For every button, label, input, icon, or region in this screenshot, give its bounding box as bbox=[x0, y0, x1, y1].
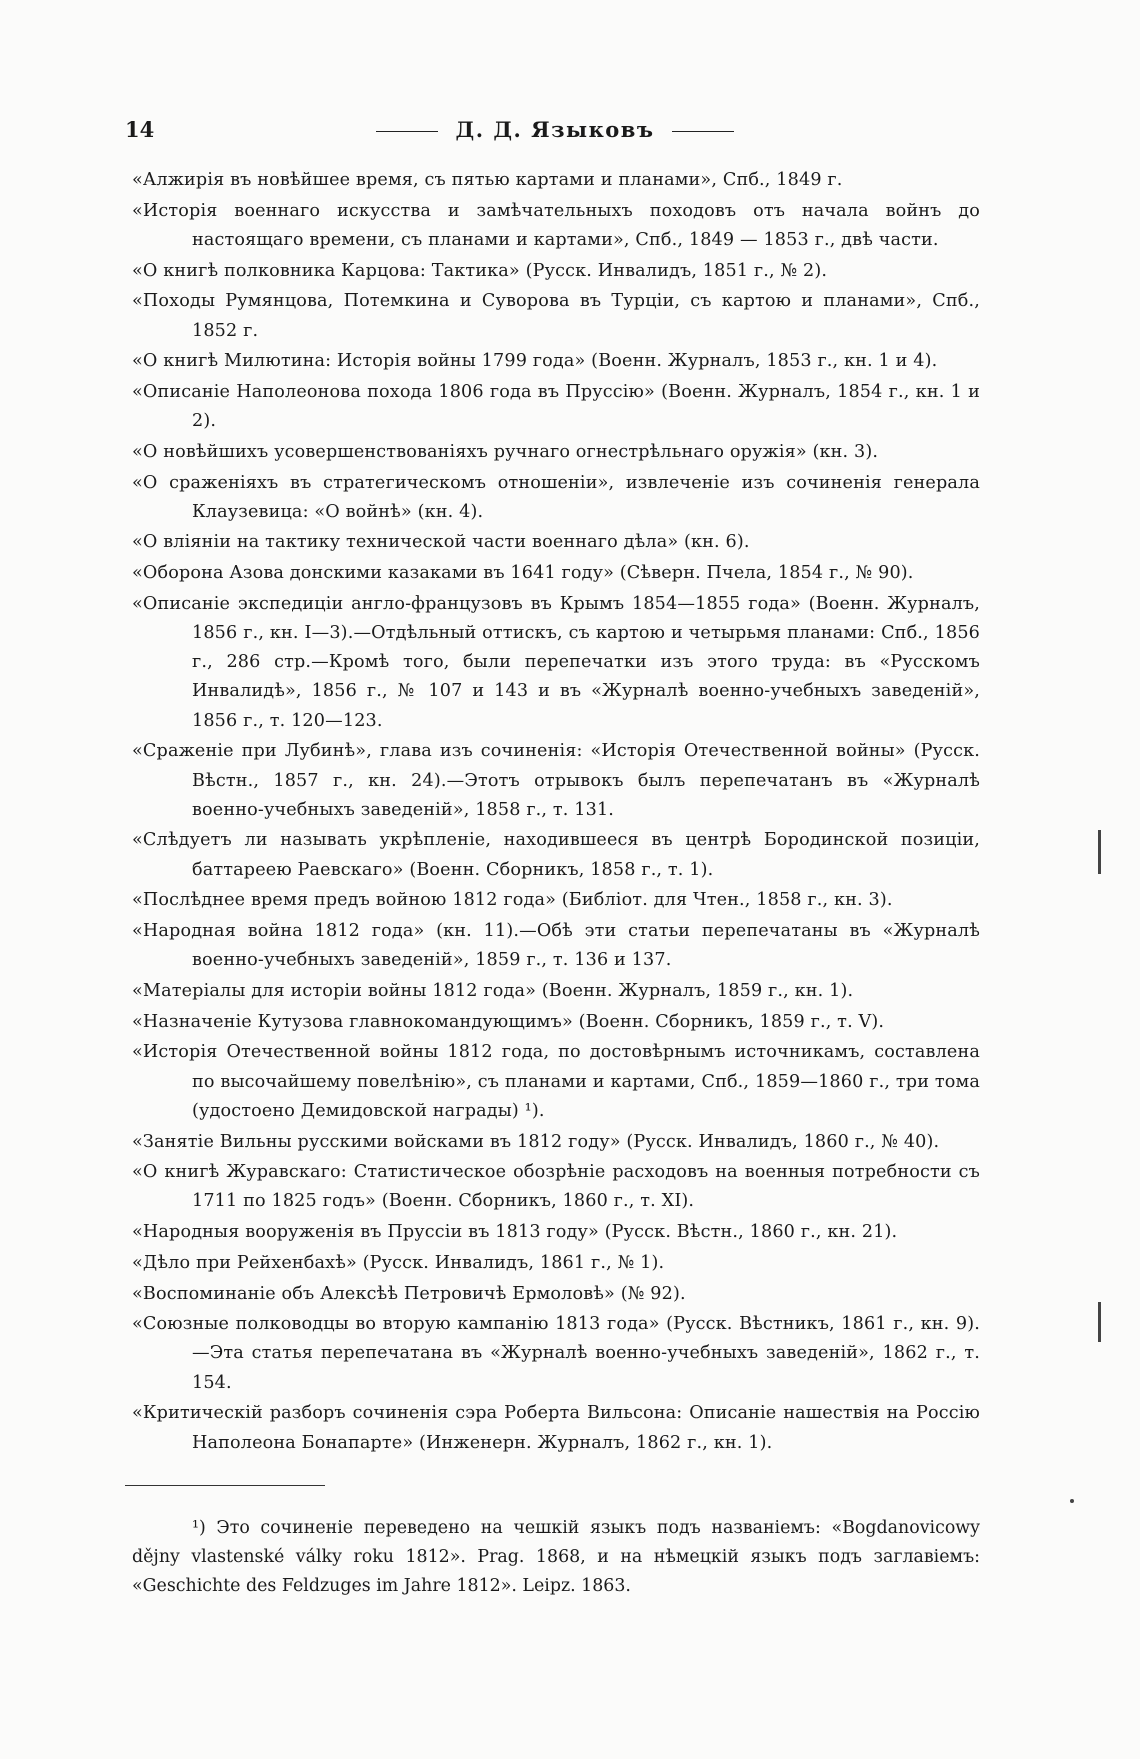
bibliography-entry: «Описаніе Наполеонова похода 1806 года въ Пруссію» (Военн. Журналъ, 1854 г., кн. 1 и 2). bbox=[132, 381, 980, 432]
page-number: 14 bbox=[125, 117, 155, 142]
margin-scan-mark bbox=[1098, 830, 1101, 874]
bibliography-entry: «Исторія Отечественной войны 1812 года, по достовѣрнымъ источникамъ, составлена по высочайшему повелѣнію», съ планами и картами, Спб., 1859—1860 г., три тома (удостоено Демидовской награды) ¹). bbox=[132, 1042, 980, 1121]
title-dash-right bbox=[672, 131, 734, 132]
bibliography-entry: «Народная война 1812 года» (кн. 11).—Обѣ эти статьи перепечатаны въ «Журналѣ военно-учебныхъ заведеній», 1859 г., т. 136 и 137. bbox=[132, 921, 980, 971]
bibliography-entry: «Занятіе Вильны русскими войсками въ 1812 году» (Русск. Инвалидъ, 1860 г., № 40). bbox=[132, 1131, 940, 1152]
bibliography-entry: «Критическій разборъ сочиненія сэра Роберта Вильсона: Описаніе нашествія на Россію Наполеона Бонапарте» (Инженерн. Журналъ, 1862 г., кн. 1). bbox=[132, 1403, 980, 1453]
running-title-line bbox=[125, 117, 985, 142]
running-title: Д. Д. Языковъ bbox=[455, 117, 655, 142]
bibliography-entry: «Дѣло при Рейхенбахѣ» (Русск. Инвалидъ, 1861 г., № 1). bbox=[132, 1252, 665, 1273]
bibliography-entry: «Сраженіе при Лубинѣ», глава изъ сочиненія: «Исторія Отечественной войны» (Русск. Вѣстн., 1857 г., кн. 24).—Этотъ отрывокъ былъ перепечатанъ въ «Журналѣ военно-учебныхъ заведеній», 1858 г., т. 131. bbox=[132, 741, 980, 820]
bibliography-entry: «Описаніе экспедиціи англо-французовъ въ Крымъ 1854—1855 года» (Военн. Журналъ, 1856 г., кн. I—3).—Отдѣльный оттискъ, съ картою и четырьмя планами: Спб., 1856 г., 286 стр.—Кромѣ того, были перепечатки изъ этого труда: въ «Русскомъ Инвалидѣ», 1856 г., № 107 и 143 и въ «Журналѣ военно-учебныхъ заведеній», 1856 г., т. 120—123. bbox=[132, 593, 980, 731]
bibliography-entry: «Народныя вооруженія въ Пруссіи въ 1813 году» (Русск. Вѣстн., 1860 г., кн. 21). bbox=[132, 1222, 898, 1243]
bibliography-entry: «О сраженіяхъ въ стратегическомъ отношеніи», извлеченіе изъ сочиненія генерала Клаузевица: «О войнѣ» (кн. 4). bbox=[132, 472, 980, 522]
bibliography-entry: «О книгѣ Журавскаго: Статистическое обозрѣніе расходовъ на военныя потребности съ 1711 по 1825 годъ» (Военн. Сборникъ, 1860 г., т. XI). bbox=[132, 1162, 980, 1212]
bibliography-entry: «Исторія военнаго искусства и замѣчательныхъ походовъ отъ начала войнъ до настоящаго времени, съ планами и картами», Спб., 1849 — 1853 г., двѣ части. bbox=[132, 200, 980, 250]
footnote-rule bbox=[125, 1485, 325, 1486]
bibliography-entry: «Послѣднее время предъ войною 1812 года» (Библіот. для Чтен., 1858 г., кн. 3). bbox=[132, 890, 893, 911]
scan-speck bbox=[1070, 1499, 1074, 1503]
bibliography-entry: «Алжирія въ новѣйшее время, съ пятью картами и планами», Спб., 1849 г. bbox=[132, 170, 843, 190]
bibliography-entry: «О вліяніи на тактику технической части военнаго дѣла» (кн. 6). bbox=[132, 532, 750, 553]
footnote: ¹) Это сочиненіе переведено на чешкій языкъ подъ названіемъ: «Bogdanovicowy dějny vlastenské války roku 1812». Prag. 1868, и на нѣмецкій языкъ подъ заглавіемъ: «Geschichte des Feldzuges im Jahre 1812». Leipz. 1863. bbox=[132, 1518, 980, 1597]
bibliography-entry: «О новѣйшихъ усовершенствованіяхъ ручнаго огнестрѣльнаго оружія» (кн. 3). bbox=[132, 441, 879, 462]
bibliography-entry: «О книгѣ полковника Карцова: Тактика» (Русск. Инвалидъ, 1851 г., № 2). bbox=[132, 260, 828, 281]
page-header bbox=[125, 117, 985, 153]
bibliography-entry: «Слѣдуетъ ли называть укрѣпленіе, находившееся въ центрѣ Бородинской позиціи, баттареею Раевскаго» (Военн. Сборникъ, 1858 г., т. 1). bbox=[132, 830, 980, 880]
title-dash-left bbox=[376, 131, 438, 132]
bibliography-entry: «Оборона Азова донскими казаками въ 1641 году» (Сѣверн. Пчела, 1854 г., № 90). bbox=[132, 563, 914, 584]
bibliography-entry: «Назначеніе Кутузова главнокомандующимъ» (Военн. Сборникъ, 1859 г., т. V). bbox=[132, 1011, 885, 1032]
margin-scan-mark bbox=[1098, 1302, 1101, 1342]
bibliography-entry: «Походы Румянцова, Потемкина и Суворова въ Турціи, съ картою и планами», Спб., 1852 г. bbox=[132, 291, 980, 341]
bibliography-entry: «Матеріалы для исторіи войны 1812 года» (Военн. Журналъ, 1859 г., кн. 1). bbox=[132, 980, 854, 1001]
bibliography-entry: «Союзные полководцы во вторую кампанію 1813 года» (Русск. Вѣстникъ, 1861 г., кн. 9).—Эта статья перепечатана въ «Журналѣ военно-учебныхъ заведеній», 1862 г., т. 154. bbox=[132, 1314, 980, 1393]
bibliography-entry: «О книгѣ Милютина: Исторія войны 1799 года» (Военн. Журналъ, 1853 г., кн. 1 и 4). bbox=[132, 351, 938, 372]
bibliography-entry: «Воспоминаніе объ Алексѣѣ Петровичѣ Ермоловѣ» (№ 92). bbox=[132, 1283, 686, 1304]
bibliography-list bbox=[132, 166, 980, 1459]
